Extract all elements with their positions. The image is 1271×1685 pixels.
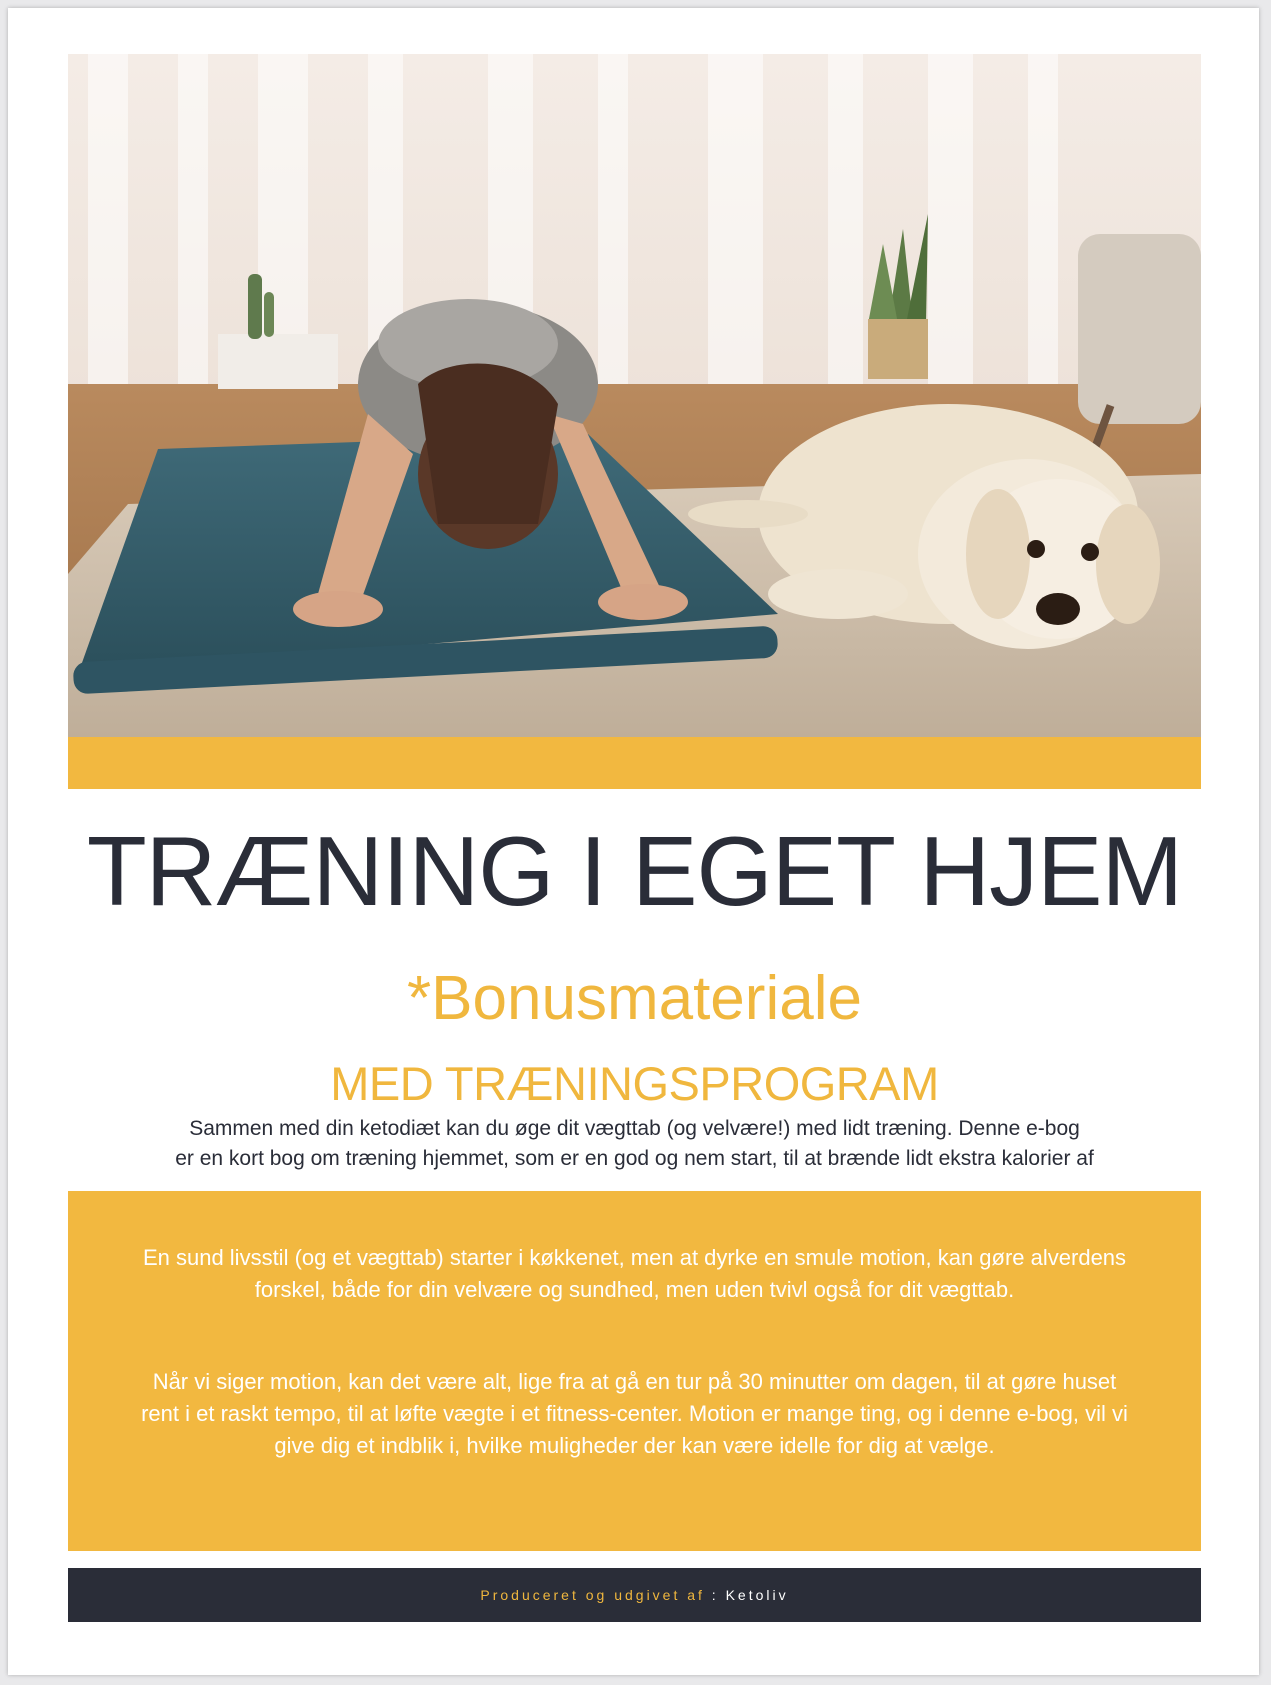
section-heading: MED TRÆNINGSPROGRAM (330, 1057, 939, 1110)
footer-brand: Ketoliv (725, 1587, 789, 1603)
page-title: TRÆNING I EGET HJEM (86, 816, 1183, 926)
intro-line-2: er en kort bog om træning hjemmet, som er en god og nem start, til at brænde lidt ekstra kalorier af (175, 1147, 1094, 1170)
photo-woman-yoga-dog-icon (68, 54, 1201, 737)
accent-band (68, 737, 1201, 789)
subtitle: *Bonusmateriale (407, 964, 862, 1033)
box-paragraph-2: Når vi siger motion, kan det være alt, lige fra at gå en tur på 30 minutter om dagen, til at gøre huset rent i et raskt tempo, til at løfte vægte i et fitness-center. Motion er mange ting, og i denne e-bog, vil vi give dig et indblik i, hvilke muligheder der kan være idelle for dig at vælge. (141, 1369, 1128, 1458)
intro-line-1: Sammen med din ketodiæt kan du øge dit vægttab (og velvære!) med lidt træning. Denne e-bog (189, 1117, 1080, 1140)
highlight-box (68, 1191, 1201, 1551)
intro-text (148, 1114, 1121, 1174)
footer-bar (68, 1568, 1201, 1622)
page (8, 8, 1259, 1675)
hero-photo (68, 54, 1201, 737)
footer-label: Produceret og udgivet af (480, 1587, 705, 1603)
box-paragraph-1: En sund livsstil (og et vægttab) starter i køkkenet, men at dyrke en smule motion, kan gøre alverdens forskel, både for din velvære og sundhed, men uden tvivl også for dit vægttab. (142, 1245, 1127, 1302)
footer-separator: : (704, 1587, 726, 1603)
